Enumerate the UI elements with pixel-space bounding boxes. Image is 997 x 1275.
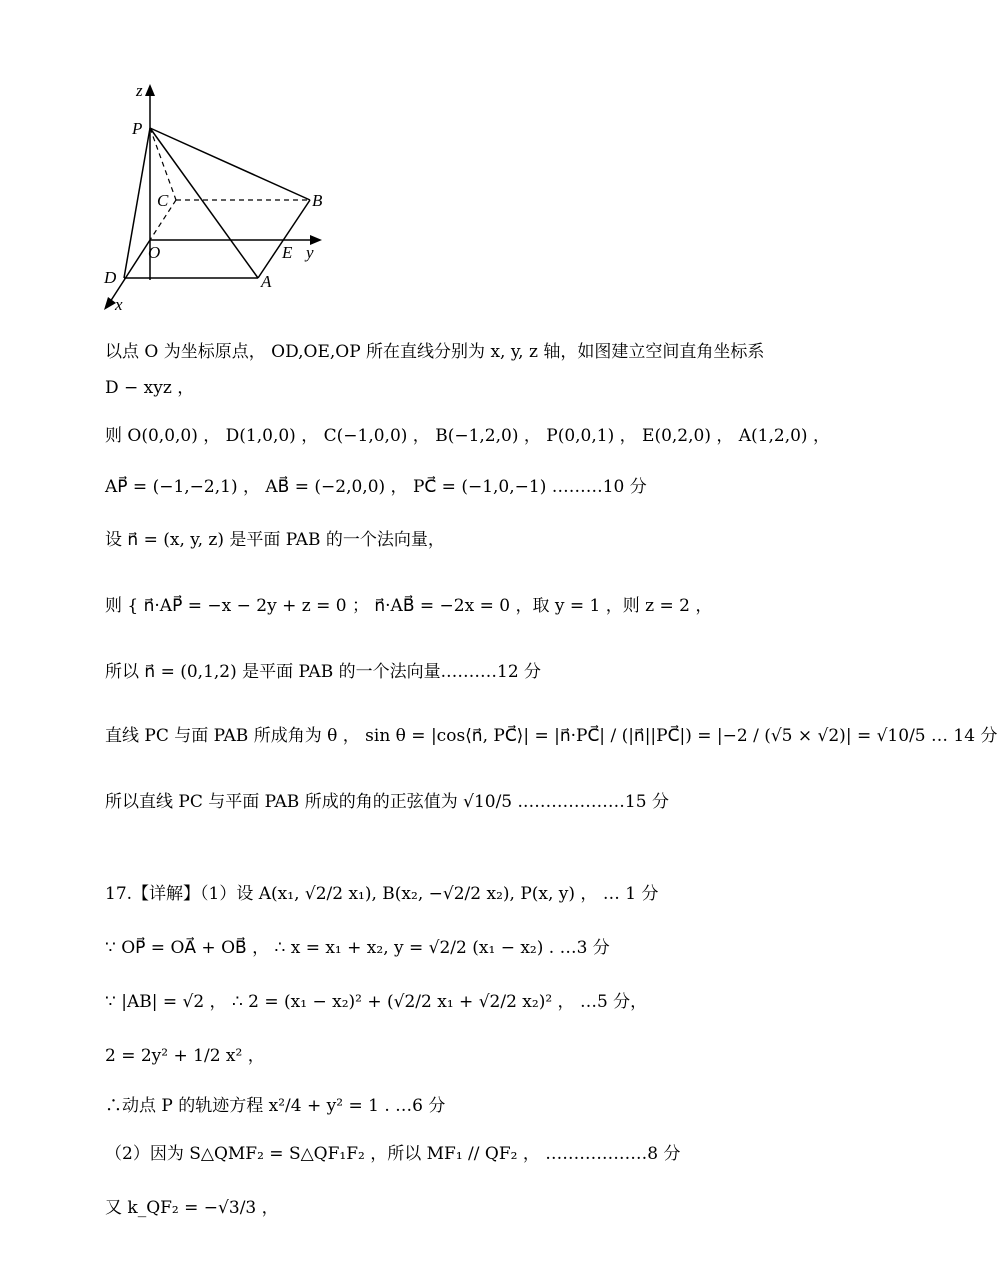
- text-line-14: ∴动点 P 的轨迹方程 x²/4 + y² = 1 . …6 分: [105, 1096, 446, 1116]
- text-line-11: ∵ OP⃗ = OA⃗ + OB⃗ ， ∴ x = x₁ + x₂, y = √2/2 (x₁ − x₂) . …3 分: [105, 938, 610, 958]
- text-line-15: （2）因为 S△QMF₂ = S△QF₁F₂ ，所以 MF₁ // QF₂ ， ………………8 分: [105, 1144, 681, 1164]
- label-p: P: [132, 119, 143, 138]
- label-o: O: [148, 243, 161, 262]
- text-line-9: 所以直线 PC 与平面 PAB 所成的角的正弦值为 √10/5 .………………15 分: [105, 792, 669, 812]
- text-line-4: AP⃗ = (−1,−2,1) ， AB⃗ = (−2,0,0) ， PC⃗ = (−1,0,−1) ………10 分: [105, 477, 647, 497]
- label-y: y: [306, 243, 314, 262]
- text-line-12: ∵ |AB| = √2 ， ∴ 2 = (x₁ − x₂)² + (√2/2 x₁ + √2/2 x₂)² ， …5 分，: [105, 992, 648, 1012]
- label-b: B: [312, 191, 323, 210]
- text-line-2: D − xyz ，: [105, 378, 195, 398]
- label-d: D: [104, 268, 117, 287]
- text-line-7: 所以 n⃗ = (0,1,2) 是平面 PAB 的一个法向量.………12 分: [105, 662, 542, 682]
- text-line-6: 则 { n⃗·AP⃗ = −x − 2y + z = 0 ； n⃗·AB⃗ = −2x = 0 ，取 y = 1 ，则 z = 2 ，: [105, 596, 713, 616]
- coordinate-figure: [0, 0, 900, 320]
- text-line-13: 2 = 2y² + 1/2 x² ，: [105, 1046, 265, 1066]
- text-line-5: 设 n⃗ = (x, y, z) 是平面 PAB 的一个法向量，: [105, 530, 445, 550]
- label-x: x: [115, 295, 123, 314]
- label-a: A: [261, 272, 272, 291]
- text-line-3: 则 O(0,0,0) ， D(1,0,0) ， C(−1,0,0) ， B(−1,2,0) ， P(0,0,1) ， E(0,2,0) ， A(1,2,0) ，: [105, 426, 830, 446]
- text-line-16: 又 k_QF₂ = −√3/3 ，: [105, 1198, 279, 1218]
- label-e: E: [282, 243, 293, 262]
- text-line-1: 以点 O 为坐标原点， OD,OE,OP 所在直线分别为 x, y, z 轴，如图建立空间直角坐标系: [105, 342, 765, 362]
- text-line-10: 17.【详解】（1）设 A(x₁, √2/2 x₁), B(x₂, −√2/2 x₂), P(x, y) ， … 1 分: [105, 884, 659, 904]
- label-z: z: [136, 81, 143, 100]
- text-line-8: 直线 PC 与面 PAB 所成角为 θ ， sin θ = |cos⟨n⃗, PC⃗⟩| = |n⃗·PC⃗| / (|n⃗||PC⃗|) = |−2 / (√5 × √2)| = √10/5 … 14 分: [105, 726, 997, 746]
- label-c: C: [157, 191, 169, 210]
